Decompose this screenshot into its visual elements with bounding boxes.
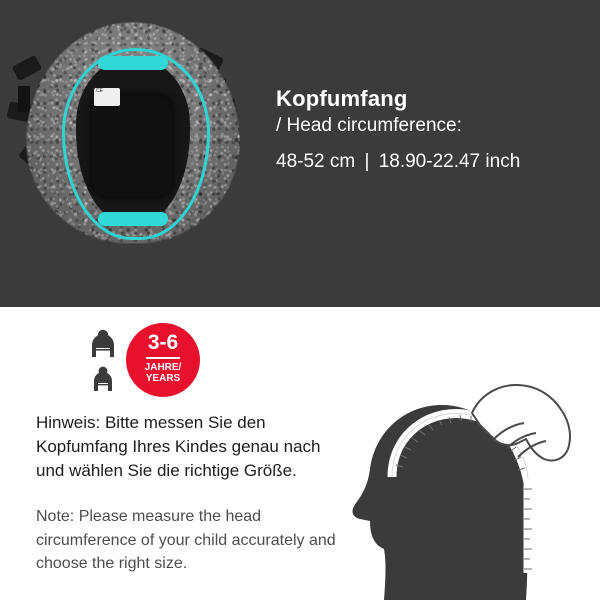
spec-value-cm: 48-52 cm [276, 150, 356, 172]
age-unit-en: YEARS [145, 373, 181, 385]
age-unit-de: JAHRE/ [144, 362, 182, 373]
spec-title-de: Kopfumfang [276, 86, 408, 111]
family-icon [86, 327, 120, 395]
note-text-de: Hinweis: Bitte messen Sie den Kopfumfang Ihres Kindes genau nach und wählen Sie die richtige Größe. [36, 413, 321, 481]
spec-text-block [276, 86, 588, 174]
age-badge [126, 323, 200, 397]
spec-title-en: / Head circumference: [276, 114, 462, 136]
age-divider [146, 357, 180, 359]
helmet-teal-pad-bottom [98, 212, 168, 226]
head-measure-illustration [330, 359, 590, 600]
age-group [86, 323, 266, 399]
helmet-teal-pad-top [98, 56, 168, 70]
spec-value-row [276, 150, 588, 175]
helmet-buckle [18, 86, 30, 112]
helmet-foam-shell [26, 22, 240, 244]
helmet-label-tag: CE [94, 88, 120, 106]
helmet-product-photo [8, 8, 258, 258]
note-text-en: Note: Please measure the head circumference of your child accurately and choose the right size. [36, 508, 336, 573]
age-range: 3-6 [147, 331, 179, 354]
spec-value-separator: | [364, 150, 370, 172]
spec-value-inch: 18.90-22.47 inch [378, 150, 521, 172]
bottom-panel [0, 307, 600, 600]
helmet-strap [12, 55, 42, 81]
